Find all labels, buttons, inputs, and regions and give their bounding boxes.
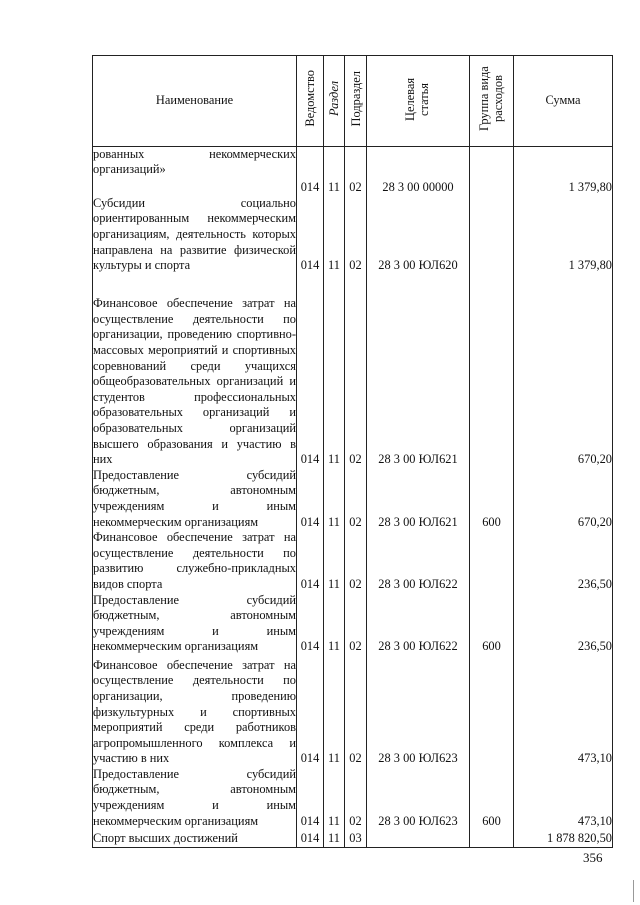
row-gruppa	[470, 196, 514, 274]
row-name: Спорт высших достижений	[93, 829, 297, 847]
row-podrazdel: 02	[345, 530, 367, 592]
table-body	[93, 146, 613, 847]
budget-table	[92, 55, 613, 848]
row-vedomstvo: 014	[297, 196, 324, 274]
row-vedomstvo: 014	[297, 829, 324, 847]
table-header-row	[93, 56, 613, 147]
row-podrazdel: 02	[345, 178, 367, 196]
row-razdel: 11	[324, 655, 345, 767]
row-celevaya: 28 3 00 ЮЛ621	[367, 468, 470, 530]
row-gruppa	[470, 178, 514, 196]
row-vedomstvo	[297, 146, 324, 178]
row-razdel: 11	[324, 468, 345, 530]
row-vedomstvo: 014	[297, 178, 324, 196]
row-podrazdel: 02	[345, 767, 367, 829]
table-row	[93, 274, 613, 468]
row-vedomstvo: 014	[297, 468, 324, 530]
row-summa: 473,10	[514, 655, 613, 767]
row-podrazdel	[345, 146, 367, 178]
row-gruppa: 600	[470, 593, 514, 655]
row-name: Субсидии социально ориентированным некоммерческим организациям, деятельность которых направлена на развитие физической культуры и спорта	[93, 195, 296, 273]
row-razdel: 11	[324, 178, 345, 196]
page-number: 356	[583, 850, 603, 865]
row-razdel: 11	[324, 593, 345, 655]
table-row	[93, 593, 613, 655]
row-gruppa	[470, 274, 514, 468]
row-celevaya: 28 3 00 ЮЛ621	[367, 274, 470, 468]
row-gruppa: 600	[470, 767, 514, 829]
table-row	[93, 196, 613, 274]
row-vedomstvo: 014	[297, 593, 324, 655]
row-name	[93, 178, 297, 196]
header-gruppa: Группа вида расходов	[470, 56, 514, 147]
row-celevaya	[367, 146, 470, 178]
row-name: Предоставление субсидий бюджетным, автономным учреждениям и иным некоммерческим организациям	[93, 467, 296, 529]
row-summa: 1 878 820,50	[514, 829, 613, 847]
row-summa: 670,20	[514, 274, 613, 468]
header-summa: Сумма	[514, 56, 613, 147]
row-gruppa	[470, 530, 514, 592]
row-summa: 1 379,80	[514, 178, 613, 196]
header-name: Наименование	[93, 56, 297, 147]
row-podrazdel: 02	[345, 655, 367, 767]
table-row	[93, 178, 613, 196]
row-podrazdel: 02	[345, 196, 367, 274]
row-gruppa	[470, 655, 514, 767]
row-summa	[514, 146, 613, 178]
row-celevaya: 28 3 00 ЮЛ623	[367, 655, 470, 767]
row-celevaya: 28 3 00 ЮЛ622	[367, 530, 470, 592]
table-row	[93, 530, 613, 592]
table-row	[93, 468, 613, 530]
scan-edge-mark	[633, 880, 634, 902]
header-celevaya: Целевая статья	[367, 56, 470, 147]
table-row	[93, 655, 613, 767]
row-razdel: 11	[324, 530, 345, 592]
header-podrazdel: Подраздел	[345, 56, 367, 147]
row-podrazdel: 02	[345, 274, 367, 468]
row-podrazdel: 02	[345, 468, 367, 530]
row-razdel: 11	[324, 767, 345, 829]
row-name: рованных некоммерческих организаций»	[93, 146, 296, 177]
row-razdel: 11	[324, 829, 345, 847]
row-name: Финансовое обеспечение затрат на осуществление деятельности по развитию служебно-прикладных видов спорта	[93, 530, 296, 591]
row-summa: 473,10	[514, 767, 613, 829]
row-vedomstvo: 014	[297, 655, 324, 767]
row-celevaya: 28 3 00 ЮЛ623	[367, 767, 470, 829]
row-name: Предоставление субсидий бюджетным, автономным учреждениям и иным некоммерческим организациям	[93, 592, 296, 654]
header-razdel: Раздел	[324, 56, 345, 147]
row-vedomstvo: 014	[297, 530, 324, 592]
row-gruppa: 600	[470, 468, 514, 530]
row-celevaya: 28 3 00 ЮЛ622	[367, 593, 470, 655]
header-vedomstvo: Ведомство	[297, 56, 324, 147]
row-summa: 670,20	[514, 468, 613, 530]
table-row	[93, 829, 613, 847]
row-gruppa	[470, 829, 514, 847]
row-vedomstvo: 014	[297, 767, 324, 829]
row-razdel: 11	[324, 274, 345, 468]
row-celevaya: 28 3 00 ЮЛ620	[367, 196, 470, 274]
row-name: Финансовое обеспечение затрат на осуществление деятельности по организации, проведению спортивно-массовых мероприятий и спортивных соревнований среди учащихся общеобразовательных организаций и студентов профессиональных образовательных организаций и образовательных организаций высшего образования и участию в них	[93, 274, 297, 468]
row-podrazdel: 02	[345, 593, 367, 655]
row-celevaya: 28 3 00 00000	[367, 178, 470, 196]
row-summa: 236,50	[514, 593, 613, 655]
row-name: Финансовое обеспечение затрат на осуществление деятельности по организации, проведению физкультурных и спортивных мероприятий среди работников агропромышленного комплекса и участию в них	[93, 655, 297, 767]
row-vedomstvo: 014	[297, 274, 324, 468]
row-name: Предоставление субсидий бюджетным, автономным учреждениям и иным некоммерческим организациям	[93, 766, 296, 828]
row-summa: 1 379,80	[514, 196, 613, 274]
table-row	[93, 767, 613, 829]
row-razdel: 11	[324, 196, 345, 274]
row-gruppa	[470, 146, 514, 178]
row-podrazdel: 03	[345, 829, 367, 847]
row-celevaya	[367, 829, 470, 847]
table-row	[93, 146, 613, 178]
row-razdel	[324, 146, 345, 178]
row-summa: 236,50	[514, 530, 613, 592]
